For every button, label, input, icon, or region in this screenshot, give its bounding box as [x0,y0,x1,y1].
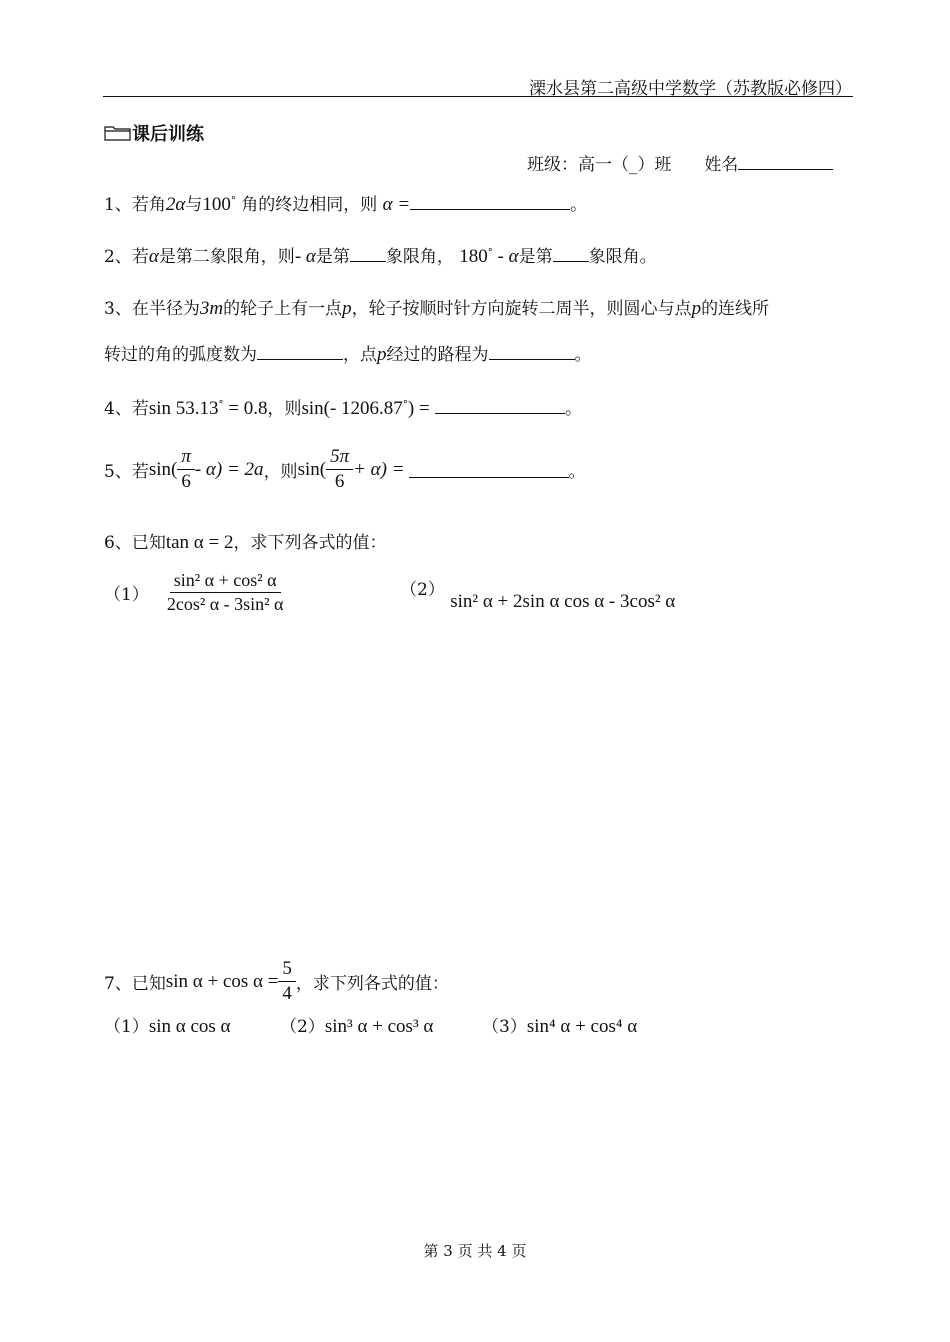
q4-math-value: = 0.8 [223,398,268,419]
q6-expression: sin² α + 2sin α cos α - 3cos² α [450,591,676,612]
q6-part-label: （1） [104,585,149,605]
q7-text: ，求下列各式的值： [295,974,449,994]
question-6 [104,528,386,554]
class-label: 班级：高一（_）班 [527,155,672,175]
question-7 [104,958,449,1005]
q2-math-minus-alpha: - α [492,246,519,267]
q2-text: 象限角。 [588,247,657,267]
section-title: 课后训练 [132,124,204,145]
student-info [527,150,833,175]
q6-number: 6、 [104,533,132,553]
q7-parts [104,1012,231,1038]
q3-answer-blank-1[interactable] [257,343,343,360]
q2-number: 2、 [104,247,132,267]
page-number: 第 3 页 共 4 页 [423,1242,527,1260]
fraction-numerator: 5π [326,446,353,470]
q5-math: + α) = [353,458,405,480]
q7-part-label: （3） [482,1017,527,1037]
q6-part-label: （2） [400,580,445,600]
question-5 [104,446,586,493]
q7-part-label: （1） [104,1017,149,1037]
q2-text: 是第 [518,247,553,267]
q4-math-sin: sin(- 1206.87 [301,398,403,419]
q7-expression: sin⁴ α + cos⁴ α [526,1016,638,1037]
question-3 [104,294,769,320]
q3-text: 的连线所 [701,299,770,319]
q5-math: - α) = 2a [194,458,264,480]
q1-end: 。 [570,195,588,215]
q5-math: sin( [297,458,327,480]
question-1 [104,190,587,216]
q4-math-equals: ) = [407,398,430,419]
q2-math-180: 180 [459,246,488,267]
q7-part-2 [280,1012,433,1038]
name-blank[interactable] [738,153,833,170]
q2-text: 象限角， [385,247,454,267]
q5-text: ，则 [263,462,298,482]
q7-text: 已知 [131,974,166,994]
q7-expression: sin α cos α [148,1016,231,1037]
q3-number: 3、 [104,299,132,319]
q5-number: 5、 [104,462,132,482]
q1-math-2alpha: 2α [165,194,186,215]
q3-text: 在半径为 [131,299,200,319]
q4-number: 4、 [104,399,132,419]
q3-text: ，点 [343,345,377,365]
q4-end: 。 [565,399,583,419]
degree-sign: ° [218,399,224,411]
fraction-denominator: 6 [334,471,345,492]
question-2 [104,242,657,268]
q5-math: sin( [148,458,178,480]
q4-answer-blank[interactable] [435,397,565,414]
q2-text: 若 [131,247,149,267]
question-4 [104,394,582,420]
q3-answer-blank-2[interactable] [489,343,575,360]
q3-math-p: p [342,298,352,319]
fraction-numerator: π [177,446,195,470]
fraction-denominator: 4 [282,983,292,1004]
q1-math-alpha: α = [382,194,411,215]
q6-part-1 [104,570,287,615]
q7-part-label: （2） [280,1017,325,1037]
q4-text: 若 [131,399,149,419]
q1-math-100: 100 [202,194,231,215]
q3-math-p: p [377,344,387,365]
q7-fraction [278,958,296,1005]
q3-math-p: p [691,298,702,319]
q5-end: 。 [568,462,586,482]
section-heading [104,120,204,147]
q6-text: 已知 [131,533,166,553]
fraction-denominator: 2cos² α - 3sin² α [166,594,284,614]
q7-math: sin α + cos α = [165,970,279,992]
q3-text: ，轮子按顺时针方向旋转二周半，则圆心与点 [351,299,692,319]
degree-sign: ° [402,399,408,411]
fraction-numerator: sin² α + cos² α [170,570,281,593]
q1-number: 1、 [104,195,132,215]
q2-answer-blank-2[interactable] [553,245,589,262]
q2-math-alpha: α [148,246,159,267]
header-title: 溧水县第二高级中学数学（苏教版必修四） [529,79,852,99]
q1-text: 角的终边相同，则 [241,195,378,215]
q7-number: 7、 [104,974,132,994]
q1-text: 与 [185,195,203,215]
q3-text: 转过的角的弧度数为 [104,345,257,365]
fraction-denominator: 6 [181,471,191,492]
q3-end: 。 [574,345,592,365]
q5-fraction [326,446,353,493]
q5-fraction [177,446,195,493]
question-3-line-2 [104,340,592,366]
fraction-numerator: 5 [278,958,296,982]
q3-text: 的轮子上有一点 [223,299,343,319]
q5-answer-blank[interactable] [409,461,569,478]
q1-answer-blank[interactable] [410,193,570,210]
q6-part-2 [400,575,676,612]
folder-icon [104,124,132,147]
q2-math-neg-alpha: - α [294,246,316,267]
q4-text: ，则 [267,399,302,419]
q6-text: ，求下列各式的值： [233,533,387,553]
q4-math-sin: sin 53.13 [148,398,219,419]
name-label: 姓名 [704,155,739,175]
q7-expression: sin³ α + cos³ α [324,1016,434,1037]
q6-fraction [163,570,288,615]
q5-text: 若 [131,462,149,482]
q2-text: 是第 [315,247,350,267]
q2-text: 是第二象限角，则 [158,247,295,267]
q2-answer-blank-1[interactable] [350,245,386,262]
q6-math-tan: tan α = 2 [165,532,234,553]
q3-math-3m: 3m [199,298,224,319]
header-rule [103,96,853,97]
degree-sign: ° [487,247,493,259]
degree-sign: ° [230,195,236,207]
q3-text: 经过的路程为 [386,345,489,365]
q7-part-3 [482,1012,637,1038]
q1-text: 若角 [131,195,166,215]
